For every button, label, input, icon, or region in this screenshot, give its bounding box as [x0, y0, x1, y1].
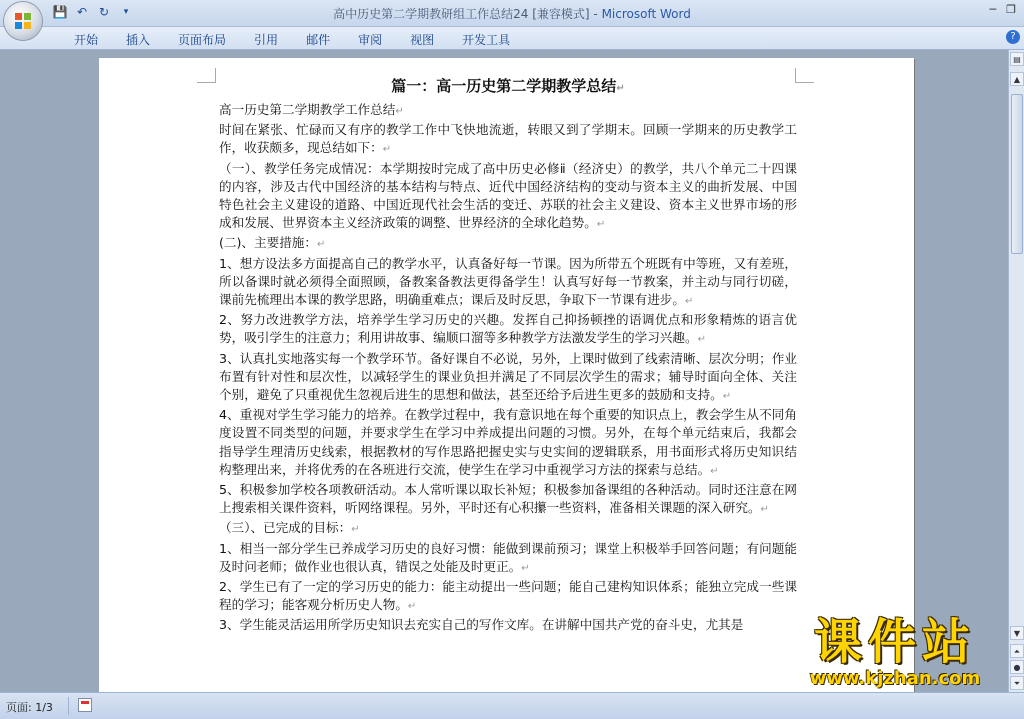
paragraph-mark: ↵ [351, 524, 360, 536]
tab-developer[interactable]: 开发工具 [462, 33, 511, 47]
redo-icon[interactable]: ↻ [98, 5, 110, 19]
watermark-url: www.kjzhan.com [809, 668, 981, 689]
app-name: Microsoft Word [601, 7, 691, 21]
window-title-text: 高中历史第二学期教研组工作总结24 [兼容模式] - [333, 7, 602, 21]
office-button[interactable] [4, 2, 42, 40]
vertical-scrollbar[interactable] [1008, 50, 1024, 692]
paragraph-mark: ↵ [316, 239, 326, 251]
paragraph-mark: ↵ [760, 504, 769, 516]
scroll-down-arrow-icon[interactable]: ▼ [1010, 626, 1024, 640]
document-heading [219, 76, 797, 99]
undo-icon[interactable]: ↶ [76, 5, 88, 19]
proofing-status-icon[interactable] [78, 698, 92, 712]
paragraph-text: 3、学生能灵活运用所学历史知识去充实自己的写作文库。在讲解中国共产党的奋斗史，尤其是 [219, 617, 744, 633]
title-bar [0, 0, 1024, 27]
tab-page-layout[interactable]: 页面布局 [178, 33, 227, 47]
window-title [0, 5, 1024, 22]
paragraph [219, 350, 797, 407]
ribbon-tabs [60, 31, 524, 48]
page-indicator[interactable]: 页面: 1/3 [6, 701, 53, 714]
document-content[interactable] [219, 76, 797, 635]
paragraph-text: 2、努力改进教学方法，培养学生学习历史的兴趣。发挥自己抑扬顿挫的语调优点和形象精炼的语言优势，吸引学生的注意力；利用讲故事、编顺口溜等多种教学方法激发学生的学习兴趣。 [219, 312, 797, 346]
paragraph-text: 高一历史第二学期教学工作总结 [219, 102, 396, 117]
paragraph-text: 5、积极参加学校各项教研活动。本人常听课以取长补短；积极参加备课组的各种活动。同时还注意在网上搜索相关课件资料，听网络课程。另外，平时还有心积攥一些资料，准备相关课题的深入研究。 [219, 482, 797, 516]
paragraph-mark: ↵ [697, 334, 706, 346]
scroll-up-arrow-icon[interactable]: ▲ [1010, 72, 1024, 86]
paragraph-mark: ↵ [596, 219, 606, 231]
paragraph-text: 时间在紧张、忙碌而又有序的教学工作中飞快地流逝，转眼又到了学期末。回顾一学期来的历史教学工作，收获颇多，现总结如下： [219, 122, 797, 156]
watermark-logo [770, 614, 1020, 692]
tab-references[interactable]: 引用 [254, 33, 279, 47]
paragraph-mark: ↵ [382, 144, 392, 156]
watermark-text: 课件站 [813, 614, 976, 670]
ruler-toggle-icon[interactable]: ▤ [1010, 52, 1024, 66]
paragraph [219, 406, 797, 481]
paragraph-mark: ↵ [684, 296, 694, 308]
paragraph-mark: ↵ [395, 106, 404, 117]
paragraph [219, 311, 797, 349]
document-area[interactable] [0, 50, 1008, 692]
scrollbar-thumb[interactable] [1011, 94, 1023, 254]
previous-page-icon[interactable]: ⏶ [1010, 644, 1024, 658]
minimize-button[interactable]: ─ [989, 3, 997, 16]
customize-toolbar-icon[interactable]: ▾ [123, 7, 129, 17]
tab-review[interactable]: 审阅 [358, 33, 383, 47]
paragraph [219, 160, 797, 235]
paragraph-text: (二)、主要措施： [219, 235, 317, 251]
paragraph [219, 121, 797, 159]
paragraph [219, 616, 797, 634]
paragraph-text: 2、学生已有了一定的学习历史的能力：能主动提出一些问题；能自己建构知识体系；能独立完成一些课程的学习；能客观分析历史人物。 [219, 579, 797, 613]
tab-mailings[interactable]: 邮件 [306, 33, 331, 47]
page-corner-mark [795, 68, 814, 83]
paragraph [219, 101, 797, 121]
paragraph [219, 578, 797, 616]
paragraph-mark: ↵ [722, 391, 732, 403]
paragraph [219, 519, 797, 539]
page-corner-mark [197, 68, 216, 83]
paragraph-text: （三）、已完成的目标： [219, 520, 352, 536]
paragraph-text: 1、相当一部分学生已养成学习历史的良好习惯：能做到课前预习；课堂上积极举手回答问题；有问题能及时问老师；做作业也很认真，错误之处能及时更正。 [219, 540, 797, 574]
next-page-icon[interactable]: ⏷ [1010, 676, 1024, 690]
paragraph-text: 1、想方设法多方面提高自己的教学水平，认真备好每一节课。因为所带五个班既有中等班，又有差班，所以备课时就必须得全面照顾，备教案备教法更得备学生！认真写好每一节教案，并主动与同行切磋，课前先梳理出本课的教学思路，明确重难点；课后及时反思，争取下一节课有进步。 [219, 255, 797, 308]
tab-home[interactable]: 开始 [74, 33, 99, 47]
office-logo-icon [14, 12, 32, 30]
paragraph-text: 3、认真扎实地落实每一个教学环节。备好课自不必说，另外，上课时做到了线索清晰、层次分明；作业布置有针对性和层次性，以减轻学生的课业负担并满足了不同层次学生的需求；辅导时面向全体、关注个别，避免了只重视优生忽视后进生的思想和做法，甚至还给予后进生更多的鼓励和支持。 [219, 350, 797, 403]
paragraph-mark: ↵ [521, 562, 530, 574]
status-bar [0, 692, 1024, 719]
window-controls [990, 3, 1017, 16]
paragraph-mark: ↵ [616, 83, 625, 94]
document-page[interactable] [99, 58, 914, 692]
tab-view[interactable]: 视图 [410, 33, 435, 47]
paragraph-text: （一）、教学任务完成情况：本学期按时完成了高中历史必修ⅱ（经济史）的教学，共八个单元二十四课的内容，涉及古代中国经济的基本结构与特点、近代中国经济结构的变动与资本主义的曲折发展、中国特色社会主义建设的道路、中国近现代社会生活的变迁、苏联的社会主义建设、资本主义世界市场的形成和发展、世界资本主义经济政策的调整、世界经济的全球化趋势。 [219, 160, 797, 231]
restore-button[interactable]: ❐ [1006, 3, 1016, 16]
paragraph [219, 255, 797, 312]
paragraph [219, 540, 797, 578]
status-separator [68, 697, 69, 715]
paragraph-text: 4、重视对学生学习能力的培养。在教学过程中，我有意识地在每个重要的知识点上，教会学生从不同角度设置不同类型的问题，并要求学生在学习中养成提出问题的习惯。另外，在每个单元结束后，我都会指导学生理清历史线索，根据教材的写作思路把握史实与史实间的逻辑联系，用书面形式将历史知识结构整理出来，并将优秀的在各班进行交流，使学生在学习中重视学习方法的探索与总结。 [219, 407, 797, 477]
save-icon[interactable]: 💾 [52, 5, 68, 19]
heading-text: 篇一：高一历史第二学期教学总结 [391, 77, 617, 95]
paragraph [219, 234, 797, 254]
ribbon-tab-bar [0, 27, 1024, 50]
tab-insert[interactable]: 插入 [126, 33, 151, 47]
help-icon[interactable]: ? [1006, 30, 1020, 44]
paragraph-mark: ↵ [710, 465, 719, 477]
paragraph [219, 481, 797, 519]
paragraph-mark: ↵ [407, 601, 417, 613]
select-browse-object-icon[interactable]: ● [1010, 660, 1024, 674]
